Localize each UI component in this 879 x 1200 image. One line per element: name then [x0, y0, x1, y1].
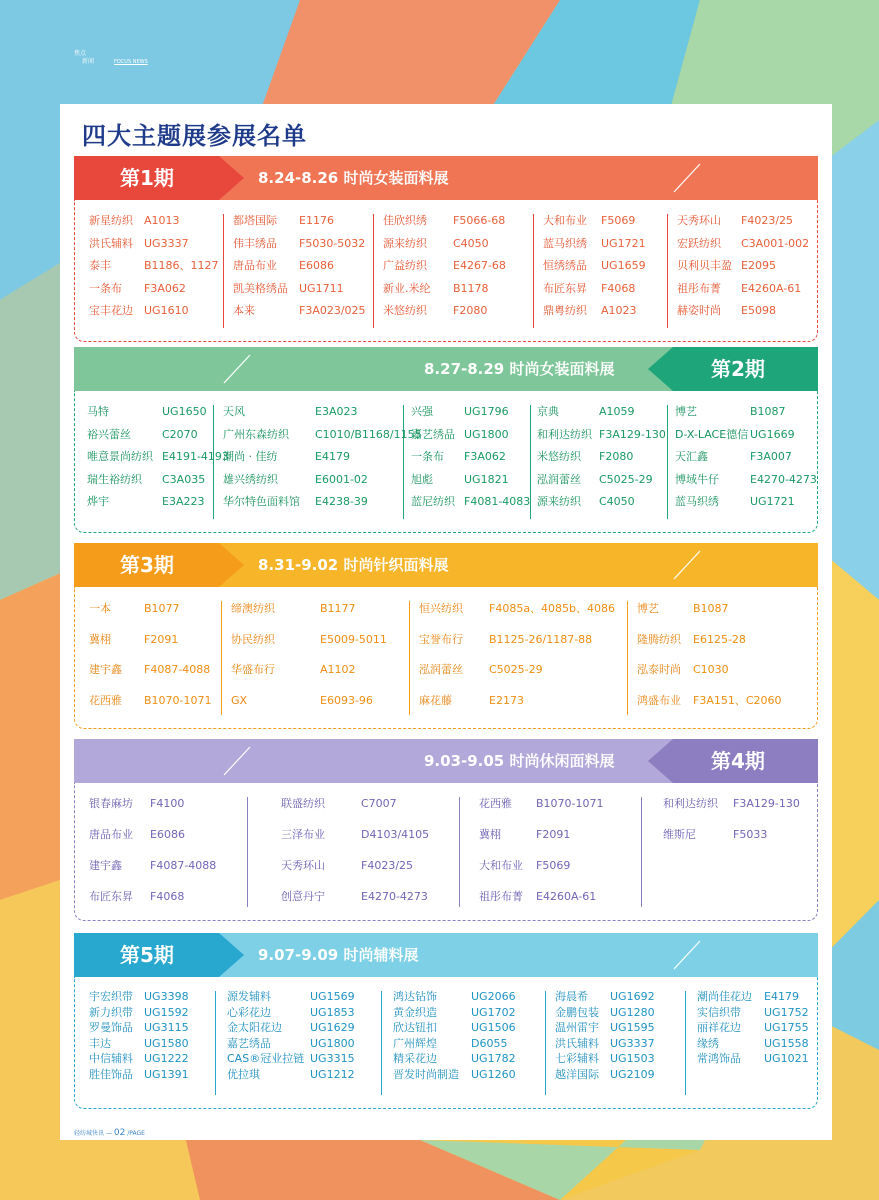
booth-number: B1087: [750, 405, 786, 418]
exhibitor-name: 银春麻坊: [89, 797, 133, 810]
exhibitor-name: 布匠东昇: [89, 890, 133, 903]
exhibitor-name: 胜佳饰品: [89, 1067, 133, 1081]
booth-number: E4267-68: [453, 259, 506, 272]
booth-number: F5033: [733, 828, 768, 841]
column-divider: [545, 991, 546, 1095]
exhibitor-name: 黄金织造: [393, 1005, 437, 1019]
exhibitor-name: GX: [231, 693, 248, 707]
booth-number: D4103/4105: [361, 828, 430, 841]
exhibitor-name: 越洋国际: [555, 1067, 599, 1081]
column-divider: [223, 214, 224, 328]
booth-number: E6125-28: [693, 632, 746, 646]
exhibitor-name: 鸿盛布业: [637, 693, 681, 707]
exhibitor-name: 鼎粤纺织: [543, 304, 587, 317]
exhibitor-name: 精采花边: [393, 1052, 437, 1065]
exhibitor-name: 一条布: [411, 450, 444, 463]
booth-number: UG1222: [144, 1052, 189, 1065]
exhibitor-name: 丰达: [89, 1036, 111, 1050]
booth-number: A1023: [601, 304, 637, 317]
exhibitor-name: 天秀环山: [677, 214, 721, 227]
booth-number: F3A007: [750, 450, 792, 463]
exhibitor-name: 丽祥花边: [697, 1021, 741, 1034]
exhibitor-name: 海晨希: [555, 990, 588, 1003]
booth-number: UG1391: [144, 1067, 189, 1081]
booth-number: UG1595: [610, 1021, 655, 1034]
booth-number: UG1721: [750, 495, 795, 508]
booth-number: E4179: [764, 990, 799, 1003]
booth-number: F3A129-130: [599, 427, 666, 441]
booth-number: UG1800: [464, 427, 509, 441]
exhibitor-name: 唯意景尚纺织: [87, 450, 153, 463]
booth-number: F3A062: [144, 281, 186, 295]
exhibitor-name: 烨宇: [87, 495, 109, 508]
exhibitor-name: CAS®冠业拉链: [227, 1052, 305, 1065]
exhibitor-name: 京典: [537, 405, 559, 418]
booth-number: C4050: [599, 495, 635, 508]
booth-number: B1087: [693, 602, 729, 615]
exhibitor-list: [74, 783, 818, 921]
booth-number: F2080: [453, 304, 488, 317]
booth-number: UG1800: [310, 1036, 355, 1050]
exhibitor-name: 裕兴蕾丝: [87, 427, 131, 441]
booth-number: F3A151、C2060: [693, 693, 782, 707]
exhibitor-name: 泓泰时尚: [637, 663, 681, 676]
exhibitor-name: 天秀环山: [281, 859, 325, 872]
exhibitor-name: 广州东森纺织: [223, 427, 289, 441]
exhibitor-name: 实信织带: [697, 1005, 741, 1019]
column-divider: [533, 214, 534, 328]
booth-number: F2091: [536, 828, 571, 841]
period-banner: [74, 347, 818, 391]
exhibitor-name: 唐品布业: [89, 828, 133, 841]
exhibitor-name: 新力织带: [89, 1005, 133, 1019]
footer-sep: —: [105, 1130, 112, 1137]
exhibitor-name: 兴强: [411, 405, 433, 418]
booth-number: C5025-29: [489, 663, 543, 676]
booth-number: F4068: [601, 281, 636, 295]
booth-number: E2173: [489, 693, 524, 707]
exhibitor-name: 布匠东昇: [543, 281, 587, 295]
exhibitor-name: 唐品布业: [233, 259, 277, 272]
banner-title: 8.24-8.26 时尚女装面料展: [258, 169, 449, 187]
exhibitor-name: 泰丰: [89, 259, 111, 272]
booth-number: UG1580: [144, 1036, 189, 1050]
booth-number: UG1821: [464, 472, 509, 486]
exhibitor-name: 泓润蕾丝: [419, 663, 463, 676]
exhibitor-name: 心彩花边: [227, 1005, 271, 1019]
column-divider: [627, 601, 628, 715]
booth-number: UG1503: [610, 1052, 655, 1065]
exhibitor-name: 源来纺织: [537, 495, 581, 508]
booth-number: E1176: [299, 214, 334, 227]
booth-number: UG1752: [764, 1005, 809, 1019]
booth-number: UG1629: [310, 1021, 355, 1034]
phase-label: 第3期: [120, 553, 174, 577]
exhibitor-name: 蓝尼纺织: [411, 495, 455, 508]
exhibitor-name: 伟丰绣品: [233, 236, 277, 250]
exhibitor-name: 瑞生裕纺织: [87, 472, 142, 486]
booth-number: E4270-4273: [750, 472, 817, 486]
booth-number: C4050: [453, 236, 489, 250]
booth-number: UG1702: [471, 1005, 516, 1019]
exhibitor-list: [74, 977, 818, 1109]
exhibitor-name: 天风: [223, 405, 245, 418]
booth-number: B1177: [320, 602, 356, 615]
booth-number: F3A023/025: [299, 304, 366, 317]
booth-number: UG1558: [764, 1036, 809, 1050]
booth-number: D6055: [471, 1036, 508, 1050]
masthead-line1: 焦点: [74, 50, 87, 57]
exhibitor-name: 恒绣绣品: [543, 259, 587, 272]
exhibitor-name: 麻花藤: [419, 693, 452, 707]
booth-number: UG1659: [601, 259, 646, 272]
exhibitor-name: 中信辅料: [89, 1052, 133, 1065]
booth-number: UG1669: [750, 427, 795, 441]
footer-page: 02: [113, 1128, 126, 1138]
column-divider: [667, 405, 668, 519]
booth-number: E5098: [741, 304, 776, 317]
exhibitor-name: D-X-LACE德信: [675, 427, 749, 441]
exhibitor-name: 佳欣织绣: [383, 214, 427, 227]
booth-number: F5066-68: [453, 214, 506, 227]
booth-number: UG3337: [610, 1036, 655, 1050]
booth-number: C1030: [693, 663, 729, 676]
exhibitor-name: 三泽布业: [281, 828, 325, 841]
booth-number: C3A001-002: [741, 236, 810, 250]
booth-number: UG1260: [471, 1067, 516, 1081]
exhibitor-name: 冀栩: [479, 828, 501, 841]
booth-number: B1125-26/1187-88: [489, 632, 593, 646]
exhibitor-name: 潮尚佳花边: [697, 990, 752, 1003]
booth-number: UG1755: [764, 1021, 809, 1034]
exhibitor-name: 赫姿时尚: [677, 304, 721, 317]
booth-number: UG2066: [471, 990, 516, 1003]
booth-number: E6086: [150, 828, 185, 841]
column-divider: [221, 601, 222, 715]
exhibitor-list: [74, 587, 818, 729]
column-divider: [667, 214, 668, 328]
exhibitor-list: [74, 391, 818, 533]
exhibitor-name: 宝誉布行: [419, 632, 463, 646]
exhibitor-name: 华盛布行: [231, 663, 275, 676]
booth-number: F3A062: [464, 450, 506, 463]
banner-title: 9.03-9.05 时尚休闲面料展: [424, 752, 615, 770]
exhibitor-name: 一条布: [89, 281, 122, 295]
booth-number: UG3115: [144, 1021, 189, 1034]
booth-number: C2070: [162, 427, 198, 441]
page-footer: [74, 1128, 145, 1138]
column-divider: [373, 214, 374, 328]
exhibitor-name: 博域牛仔: [675, 472, 719, 486]
exhibitor-name: 都塔国际: [233, 214, 277, 227]
exhibitor-name: 潮尚 · 佳纺: [223, 450, 278, 463]
exhibitor-name: 米悠纺织: [537, 450, 581, 463]
banner-title: 8.31-9.02 时尚针织面料展: [258, 556, 449, 574]
booth-number: C7007: [361, 797, 397, 810]
footer-page-label: /PAGE: [127, 1130, 145, 1137]
exhibitor-name: 马特: [87, 405, 109, 418]
exhibitor-name: 大和布业: [543, 214, 587, 227]
phase-label: 第5期: [120, 943, 174, 967]
exhibitor-name: 和利达纺织: [537, 427, 592, 441]
column-divider: [409, 601, 410, 715]
booth-number: UG1610: [144, 304, 189, 317]
exhibitor-name: 罗曼饰品: [89, 1021, 133, 1034]
exhibitor-name: 新星纺织: [89, 214, 133, 227]
booth-number: UG1782: [471, 1052, 516, 1065]
exhibitor-name: 常鸿饰品: [697, 1052, 741, 1065]
column-divider: [215, 991, 216, 1095]
phase-label: 第4期: [711, 749, 765, 773]
booth-number: E6086: [299, 259, 334, 272]
exhibitor-name: 恒兴纺织: [419, 602, 463, 615]
exhibitor-name: 蓝马织绣: [543, 236, 587, 250]
exhibitor-name: 嘉艺绣品: [227, 1036, 271, 1050]
booth-number: E6001-02: [315, 472, 368, 486]
exhibitor-name: 隆腾纺织: [637, 632, 681, 646]
footer-name: 轻纺城快讯: [74, 1130, 105, 1137]
column-divider: [403, 405, 404, 519]
exhibitor-name: 贝利贝丰盈: [677, 259, 732, 272]
exhibitor-name: 广州辉煌: [393, 1036, 437, 1050]
booth-number: E4238-39: [315, 495, 368, 508]
banner-title: 9.07-9.09 时尚辅料展: [258, 946, 419, 964]
booth-number: B1186、1127: [144, 259, 219, 272]
booth-number: E3A023: [315, 405, 358, 418]
booth-number: F4023/25: [741, 214, 794, 227]
booth-number: C1010/B1168/1155: [315, 427, 422, 441]
masthead-line2: 新闻: [82, 58, 95, 65]
exhibitor-name: 旭彪: [411, 472, 433, 486]
exhibitor-name: 祖彤布菁: [479, 890, 523, 903]
booth-number: F4087-4088: [144, 663, 211, 676]
exhibitor-name: 博艺: [675, 405, 697, 418]
booth-number: F4087-4088: [150, 859, 217, 872]
exhibitor-name: 花西雅: [479, 797, 512, 810]
booth-number: F4081-4083: [464, 495, 531, 508]
exhibitor-name: 七彩辅料: [555, 1052, 599, 1065]
booth-number: UG1692: [610, 990, 655, 1003]
exhibitor-name: 缘绣: [697, 1036, 719, 1050]
booth-number: E2095: [741, 259, 776, 272]
exhibitor-name: 和利达纺织: [663, 797, 718, 810]
booth-number: E4179: [315, 450, 350, 463]
page-title: 四大主题展参展名单: [82, 122, 307, 150]
booth-number: F4023/25: [361, 859, 414, 872]
period-banner: [74, 933, 818, 977]
exhibitor-name: 宏跃纺织: [677, 236, 721, 250]
exhibitor-name: 鸿达钻饰: [393, 990, 437, 1003]
phase-label: 第2期: [711, 357, 765, 381]
booth-number: UG1021: [764, 1052, 809, 1065]
column-divider: [685, 991, 686, 1095]
exhibitor-name: 金太阳花边: [227, 1021, 282, 1034]
exhibitor-name: 本来: [233, 304, 255, 317]
phase-label: 第1期: [120, 166, 174, 190]
booth-number: UG2109: [610, 1067, 655, 1081]
exhibitor-name: 嘉艺绣品: [411, 427, 455, 441]
booth-number: F3A129-130: [733, 797, 800, 810]
booth-number: F5030-5032: [299, 236, 366, 250]
booth-number: A1013: [144, 214, 180, 227]
booth-number: E4260A-61: [741, 281, 802, 295]
exhibitor-name: 创意丹宁: [281, 890, 325, 903]
booth-number: B1070-1071: [536, 797, 604, 810]
exhibitor-name: 新业.米纶: [383, 281, 431, 295]
booth-number: A1102: [320, 663, 356, 676]
booth-number: UG1796: [464, 405, 509, 418]
exhibitor-name: 泓润蕾丝: [537, 472, 581, 486]
booth-number: C5025-29: [599, 472, 653, 486]
exhibitor-name: 晋发时尚制造: [393, 1067, 459, 1081]
booth-number: UG3315: [310, 1052, 355, 1065]
booth-number: F5069: [601, 214, 636, 227]
banner-title: 8.27-8.29 时尚女装面料展: [424, 360, 615, 378]
booth-number: E6093-96: [320, 693, 373, 707]
booth-number: UG1212: [310, 1067, 355, 1081]
exhibitor-name: 建宇鑫: [89, 663, 122, 676]
period-banner: [74, 156, 818, 200]
exhibitor-name: 宝丰花边: [89, 304, 133, 317]
column-divider: [247, 797, 248, 907]
exhibitor-name: 花西雅: [89, 693, 122, 707]
exhibitor-name: 建宇鑫: [89, 859, 122, 872]
booth-number: UG1506: [471, 1021, 516, 1034]
exhibitor-name: 维斯尼: [663, 828, 696, 841]
booth-number: UG1650: [162, 405, 207, 418]
exhibitor-name: 华尔特色面料馆: [223, 495, 300, 508]
column-divider: [641, 797, 642, 907]
booth-number: C3A035: [162, 472, 206, 486]
exhibitor-name: 一本: [89, 602, 111, 615]
masthead: [74, 50, 148, 66]
booth-number: B1178: [453, 281, 489, 295]
column-divider: [459, 797, 460, 907]
column-divider: [381, 991, 382, 1095]
exhibitor-name: 洪氏辅料: [555, 1036, 599, 1050]
exhibitor-name: 广益纺织: [383, 259, 427, 272]
exhibitor-name: 天汇鑫: [675, 450, 708, 463]
booth-number: E4270-4273: [361, 890, 428, 903]
exhibitor-name: 大和布业: [479, 859, 523, 872]
booth-number: E3A223: [162, 495, 205, 508]
exhibitor-name: 凯美格绣品: [233, 281, 288, 295]
booth-number: F5069: [536, 859, 571, 872]
period-banner: [74, 543, 818, 587]
booth-number: UG1853: [310, 1005, 355, 1019]
booth-number: A1059: [599, 405, 635, 418]
booth-number: F4068: [150, 890, 185, 903]
booth-number: F4085a、4085b、4086: [489, 602, 616, 615]
exhibitor-name: 博艺: [637, 602, 659, 615]
exhibitor-name: 优拉琪: [227, 1067, 260, 1081]
exhibitor-list: [74, 200, 818, 342]
booth-number: E5009-5011: [320, 632, 387, 646]
booth-number: UG1280: [610, 1005, 655, 1019]
exhibitor-name: 源发辅料: [227, 990, 271, 1003]
exhibitor-name: 欣达钮扣: [393, 1021, 437, 1034]
exhibitor-name: 缔澳纺织: [231, 602, 275, 615]
booth-number: UG3337: [144, 236, 189, 250]
booth-number: UG1592: [144, 1005, 189, 1019]
banner-shape: [74, 933, 818, 977]
exhibitor-name: 协民纺织: [231, 632, 275, 646]
booth-number: UG1569: [310, 990, 355, 1003]
booth-number: B1070-1071: [144, 693, 212, 707]
period-banner: [74, 739, 818, 783]
booth-number: UG3398: [144, 990, 189, 1003]
booth-number: F2080: [599, 450, 634, 463]
exhibitor-name: 祖彤布菁: [677, 281, 721, 295]
exhibitor-name: 联盛纺织: [281, 797, 325, 810]
exhibitor-name: 雄兴绣纺织: [223, 472, 278, 486]
masthead-en: FOCUS NEWS: [114, 59, 148, 65]
booth-number: E4191-4193: [162, 450, 229, 463]
booth-number: E4260A-61: [536, 890, 597, 903]
booth-number: UG1721: [601, 236, 646, 250]
exhibitor-name: 源来纺织: [383, 236, 427, 250]
exhibitor-name: 金鹏包装: [555, 1005, 599, 1019]
exhibitor-name: 米悠纺织: [383, 304, 427, 317]
exhibitor-name: 洪氏辅料: [89, 236, 133, 250]
booth-number: B1077: [144, 602, 180, 615]
exhibitor-name: 蓝马织绣: [675, 495, 719, 508]
booth-number: F2091: [144, 632, 179, 646]
exhibitor-name: 宇宏织带: [89, 990, 133, 1003]
exhibitor-name: 温州雷宇: [555, 1021, 599, 1034]
exhibitor-name: 冀栩: [89, 632, 111, 646]
booth-number: F4100: [150, 797, 185, 810]
booth-number: UG1711: [299, 281, 344, 295]
